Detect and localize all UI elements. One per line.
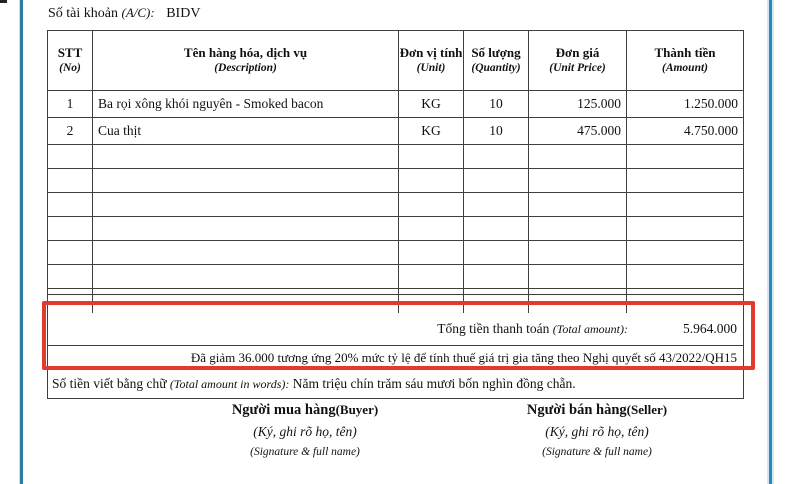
header-quantity-vi: Số lượng xyxy=(471,45,521,61)
header-unit-price xyxy=(529,31,627,90)
header-unit xyxy=(399,31,464,90)
header-amount xyxy=(627,31,743,90)
account-value: BIDV xyxy=(166,6,201,21)
empty-cell xyxy=(399,217,464,240)
total-label-en: (Total amount): xyxy=(552,322,628,336)
cell-unit_price: 125.000 xyxy=(529,91,627,117)
empty-cell xyxy=(464,265,529,288)
empty-cell xyxy=(464,217,529,240)
empty-cell xyxy=(627,193,743,216)
empty-cell xyxy=(48,241,93,264)
total-amount-value: 5.964.000 xyxy=(683,321,737,336)
empty-cell xyxy=(93,241,399,264)
header-amount-vi: Thành tiền xyxy=(654,45,716,61)
header-no-en: (No) xyxy=(59,62,81,75)
empty-cell xyxy=(48,265,93,288)
in-words-label-en: (Total amount in words): xyxy=(169,377,290,391)
header-quantity-en: (Quantity) xyxy=(471,62,521,75)
account-label: Số tài khoản xyxy=(48,6,118,21)
empty-cell xyxy=(93,265,399,288)
empty-cell xyxy=(93,169,399,192)
header-quantity xyxy=(464,31,529,90)
empty-cell xyxy=(93,193,399,216)
total-row xyxy=(48,313,743,346)
empty-row xyxy=(48,265,743,289)
empty-cell xyxy=(48,295,93,313)
seller-title-en: (Seller) xyxy=(626,402,668,417)
empty-cell xyxy=(529,265,627,288)
empty-cell xyxy=(399,295,464,313)
account-number-line xyxy=(48,5,200,22)
header-no xyxy=(48,31,93,90)
buyer-title-en: (Buyer) xyxy=(335,402,379,417)
cell-no: 2 xyxy=(48,118,93,144)
empty-cell xyxy=(93,295,399,313)
in-words-value: Năm triệu chín trăm sáu mươi bốn nghìn đồng chẵn. xyxy=(292,376,576,391)
table-header-row xyxy=(48,31,743,91)
header-description-en: (Description) xyxy=(214,62,277,75)
header-unit-price-en: (Unit Price) xyxy=(549,62,606,75)
empty-cell xyxy=(399,289,464,294)
empty-cell xyxy=(399,145,464,168)
empty-cell xyxy=(529,241,627,264)
cell-unit: KG xyxy=(399,91,464,117)
empty-cell xyxy=(48,169,93,192)
buyer-title-vi: Người mua hàng xyxy=(231,402,336,418)
cell-description: Ba rọi xông khói nguyên - Smoked bacon xyxy=(93,91,399,117)
empty-cell xyxy=(627,265,743,288)
empty-cell xyxy=(464,193,529,216)
header-amount-en: (Amount) xyxy=(661,62,708,75)
empty-cell xyxy=(627,295,743,313)
discount-note-text: Đã giảm 36.000 tương ứng 20% mức tỷ lệ để tính thuế giá trị gia tăng theo Nghị quyết số 43/2022/QH15 xyxy=(190,349,737,365)
seller-signature-block xyxy=(447,402,747,458)
empty-cell xyxy=(48,145,93,168)
empty-row-narrow xyxy=(48,295,743,313)
header-description xyxy=(93,31,399,90)
empty-cell xyxy=(464,241,529,264)
empty-row xyxy=(48,241,743,265)
empty-cell xyxy=(627,145,743,168)
seller-sign-instruction: (Ký, ghi rõ họ, tên) xyxy=(545,424,649,439)
item-row xyxy=(48,118,743,145)
empty-row xyxy=(48,217,743,241)
corner-mark xyxy=(0,0,7,3)
empty-cell xyxy=(48,217,93,240)
empty-cell xyxy=(399,265,464,288)
seller-title-vi: Người bán hàng xyxy=(526,402,627,418)
empty-cell xyxy=(529,295,627,313)
empty-cell xyxy=(464,145,529,168)
account-label-en: (A/C): xyxy=(121,5,155,20)
seller-sign-instruction-en: (Signature & full name) xyxy=(542,446,652,458)
cell-description: Cua thịt xyxy=(93,118,399,144)
total-label xyxy=(48,313,628,345)
empty-cell xyxy=(627,289,743,294)
empty-cell xyxy=(93,217,399,240)
cell-amount: 4.750.000 xyxy=(684,123,738,138)
header-unit-en: (Unit) xyxy=(416,62,446,75)
empty-cell xyxy=(399,241,464,264)
empty-cell xyxy=(48,289,93,294)
empty-cell xyxy=(93,145,399,168)
items-body xyxy=(48,91,743,313)
empty-cell xyxy=(529,217,627,240)
header-no-vi: STT xyxy=(57,45,83,61)
empty-cell xyxy=(399,193,464,216)
empty-cell xyxy=(399,169,464,192)
cell-quantity: 10 xyxy=(464,91,529,117)
cell-unit: KG xyxy=(399,118,464,144)
empty-row xyxy=(48,169,743,193)
empty-cell xyxy=(464,169,529,192)
empty-cell xyxy=(529,145,627,168)
empty-cell xyxy=(529,193,627,216)
header-unit-price-vi: Đơn giá xyxy=(555,45,600,61)
page-edge-line-right xyxy=(767,0,774,484)
buyer-sign-instruction: (Ký, ghi rõ họ, tên) xyxy=(253,424,357,439)
cell-quantity: 10 xyxy=(464,118,529,144)
header-description-vi: Tên hàng hóa, dịch vụ xyxy=(183,45,308,61)
empty-cell xyxy=(529,289,627,294)
empty-row xyxy=(48,193,743,217)
buyer-signature-block xyxy=(155,402,455,458)
empty-cell xyxy=(464,295,529,313)
cell-no: 1 xyxy=(48,91,93,117)
discount-note-row xyxy=(48,346,743,370)
total-label-vi: Tổng tiền thanh toán xyxy=(437,321,550,336)
empty-cell xyxy=(529,169,627,192)
cell-unit_price: 475.000 xyxy=(529,118,627,144)
empty-cell xyxy=(464,289,529,294)
in-words-label: Số tiền viết bằng chữ xyxy=(52,376,167,391)
page-edge-line-left xyxy=(19,0,23,484)
empty-row xyxy=(48,145,743,169)
empty-cell xyxy=(627,217,743,240)
empty-cell xyxy=(627,241,743,264)
header-unit-vi: Đơn vị tính xyxy=(399,45,463,61)
empty-cell xyxy=(627,169,743,192)
item-row xyxy=(48,91,743,118)
cell-amount: 1.250.000 xyxy=(684,96,738,111)
amount-in-words-row xyxy=(48,370,743,398)
invoice-items-table xyxy=(47,30,744,399)
buyer-sign-instruction-en: (Signature & full name) xyxy=(250,446,360,458)
empty-cell xyxy=(93,289,399,294)
empty-cell xyxy=(48,193,93,216)
